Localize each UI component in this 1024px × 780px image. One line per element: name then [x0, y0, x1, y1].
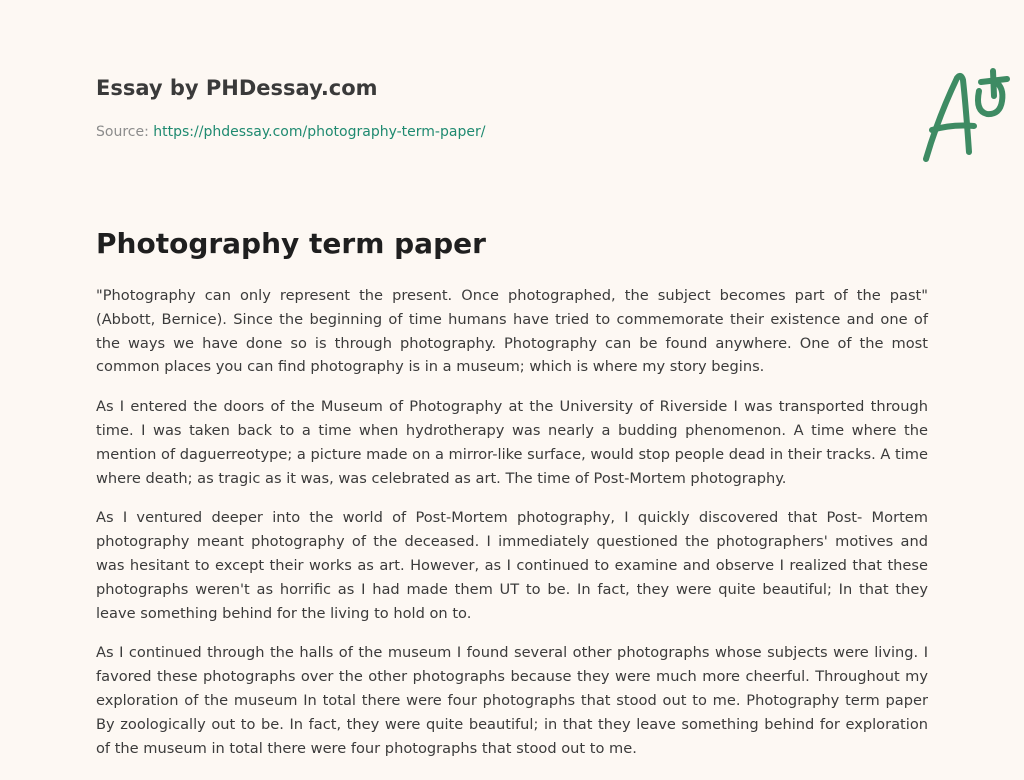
- essay-paragraph: As I entered the doors of the Museum of Photography at the University of Riverside I was transported through time. I was taken back to a time when hydrotherapy was nearly a budding phenomenon. A time where the mention of daguerreotype; a picture made on a mirror-like surface, would stop people dead in their tracks. A time where death; as tragic as it was, was celebrated as art. The time of Post-Mortem photography.: [96, 398, 929, 487]
- essay-paragraph: "Photography can only represent the present. Once photographed, the subject becomes part of the past" (Abbott, Bernice). Since the beginning of time humans have tried to commemorate their existence and one of the ways we have done so is through photography. Photography can be found anywhere. One of the most common places you can find photography is in a museum; which is where my story begins.: [96, 287, 928, 376]
- essay-body: [96, 284, 928, 776]
- essay-paragraph: As I continued through the halls of the museum I found several other photographs whose subjects were living. I favored these photographs over the other photographs because they were much more cheerful. Throughout my exploration of the museum In total there were four photographs that stood out to me. Photography term paper By zoologically out to be. In fact, they were quite beautiful; in that they leave something behind for exploration of the museum in total there were four photographs that stood out to me.: [96, 644, 928, 757]
- essay-title: Photography term paper: [96, 227, 486, 260]
- a-plus-grade-icon: [918, 66, 1022, 166]
- source-label: Source:: [96, 124, 154, 140]
- source-line: [96, 124, 485, 140]
- brand-title: Essay by PHDessay.com: [96, 76, 378, 100]
- essay-paragraph: As I ventured deeper into the world of Post-Mortem photography, I quickly discovered that Post- Mortem photography meant photography of the deceased. I immediately questioned the photographers' motives and was hesitant to except their works as art. However, as I continued to examine and observe I realized that these photographs weren't as horrific as I had made them UT to be. In fact, they were quite beautiful; In that they leave something behind for the living to hold on to.: [96, 509, 928, 622]
- source-link[interactable]: https://phdessay.com/photography-term-paper/: [153, 124, 486, 140]
